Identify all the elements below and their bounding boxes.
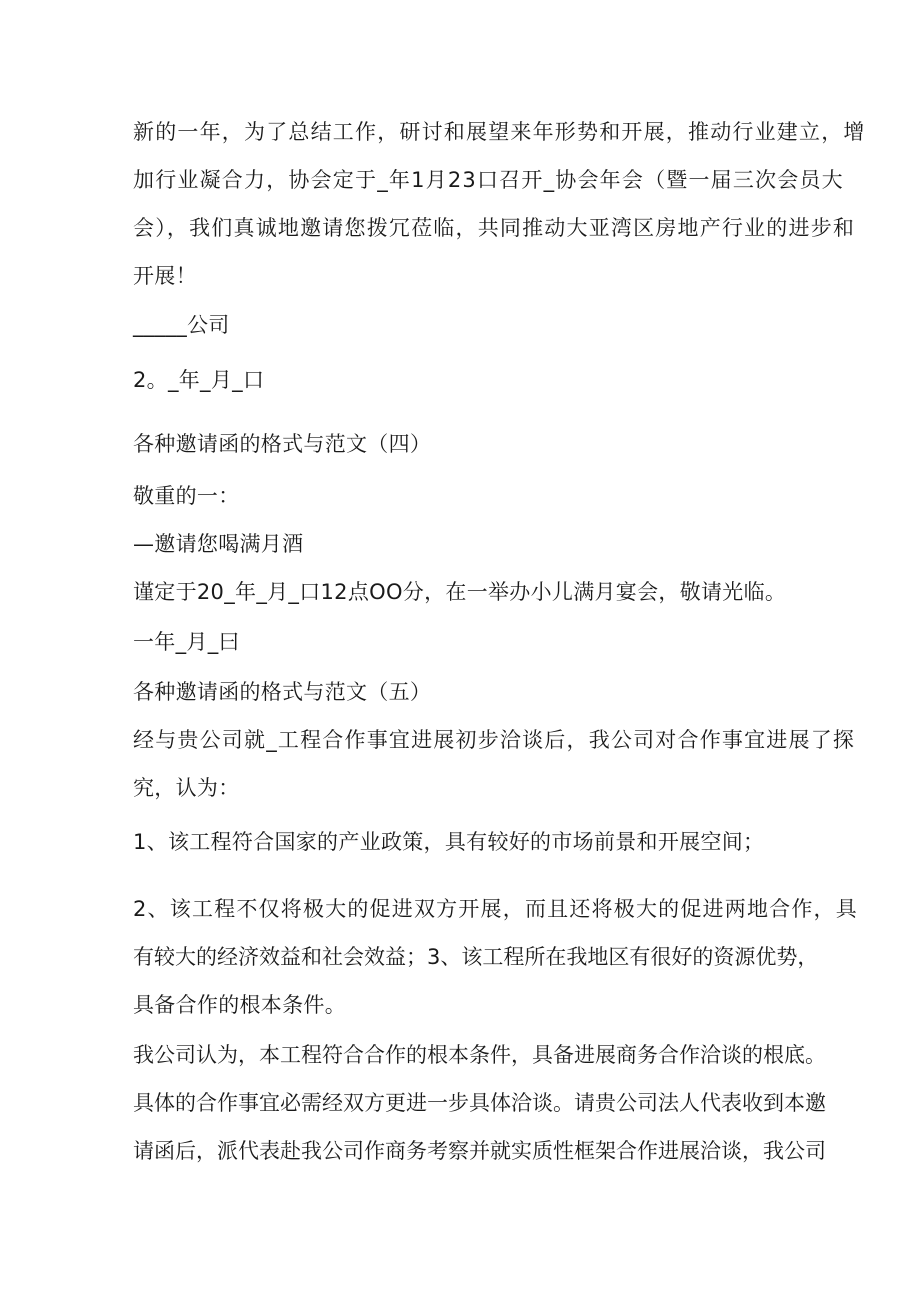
section-heading: 各种邀请函的格式与范文（五） (133, 680, 432, 704)
section-heading: 各种邀请函的格式与范文（四） (133, 432, 432, 456)
paragraph-line: 请函后，派代表赴我公司作商务考察并就实质性框架合作进展洽谈，我公司 (133, 1139, 826, 1163)
invitation-title: —邀请您喝满月酒 (133, 532, 304, 556)
invitation-date: 一年_月_曰 (133, 630, 240, 654)
paragraph-line: 加行业凝合力，协会定于_年1月23口召开_协会年会（暨一届三次会员大 (133, 168, 844, 192)
list-item: 1、该工程符合国家的产业政策，具有较好的市场前景和开展空间； (133, 830, 765, 854)
list-item: 有较大的经济效益和社会效益；3、该工程所在我地区有很好的资源优势， (133, 945, 819, 969)
paragraph-line: 新的一年，为了总结工作，研讨和展望来年形势和开展，推动行业建立，增 (133, 120, 866, 144)
paragraph-line: 经与贵公司就_工程合作事宜进展初步洽谈后，我公司对合作事宜进展了探 (133, 728, 856, 752)
invitation-body: 谨定于20_年_月_口12点OO分，在一举办小儿满月宴会，敬请光临。 (133, 580, 787, 604)
paragraph-line: 会），我们真诚地邀请您拨冗莅临，共同推动大亚湾区房地产行业的进步和 (133, 216, 856, 240)
signature-company: _____公司 (133, 313, 230, 337)
paragraph-line: 我公司认为，本工程符合合作的根本条件，具备进展商务合作洽谈的根底。 (133, 1043, 826, 1067)
signature-date: 2。_年_月_口 (133, 368, 265, 392)
list-item: 具备合作的根本条件。 (133, 993, 346, 1017)
list-item: 2、该工程不仅将极大的促进双方开展，而且还将极大的促进两地合作，具 (133, 897, 858, 921)
paragraph-line: 具体的合作事宜必需经双方更进一步具体洽谈。请贵公司法人代表收到本邀 (133, 1091, 826, 1115)
salutation: 敬重的一： (133, 484, 240, 508)
paragraph-line: 究，认为： (133, 776, 240, 800)
paragraph-line: 开展！ (133, 264, 197, 288)
